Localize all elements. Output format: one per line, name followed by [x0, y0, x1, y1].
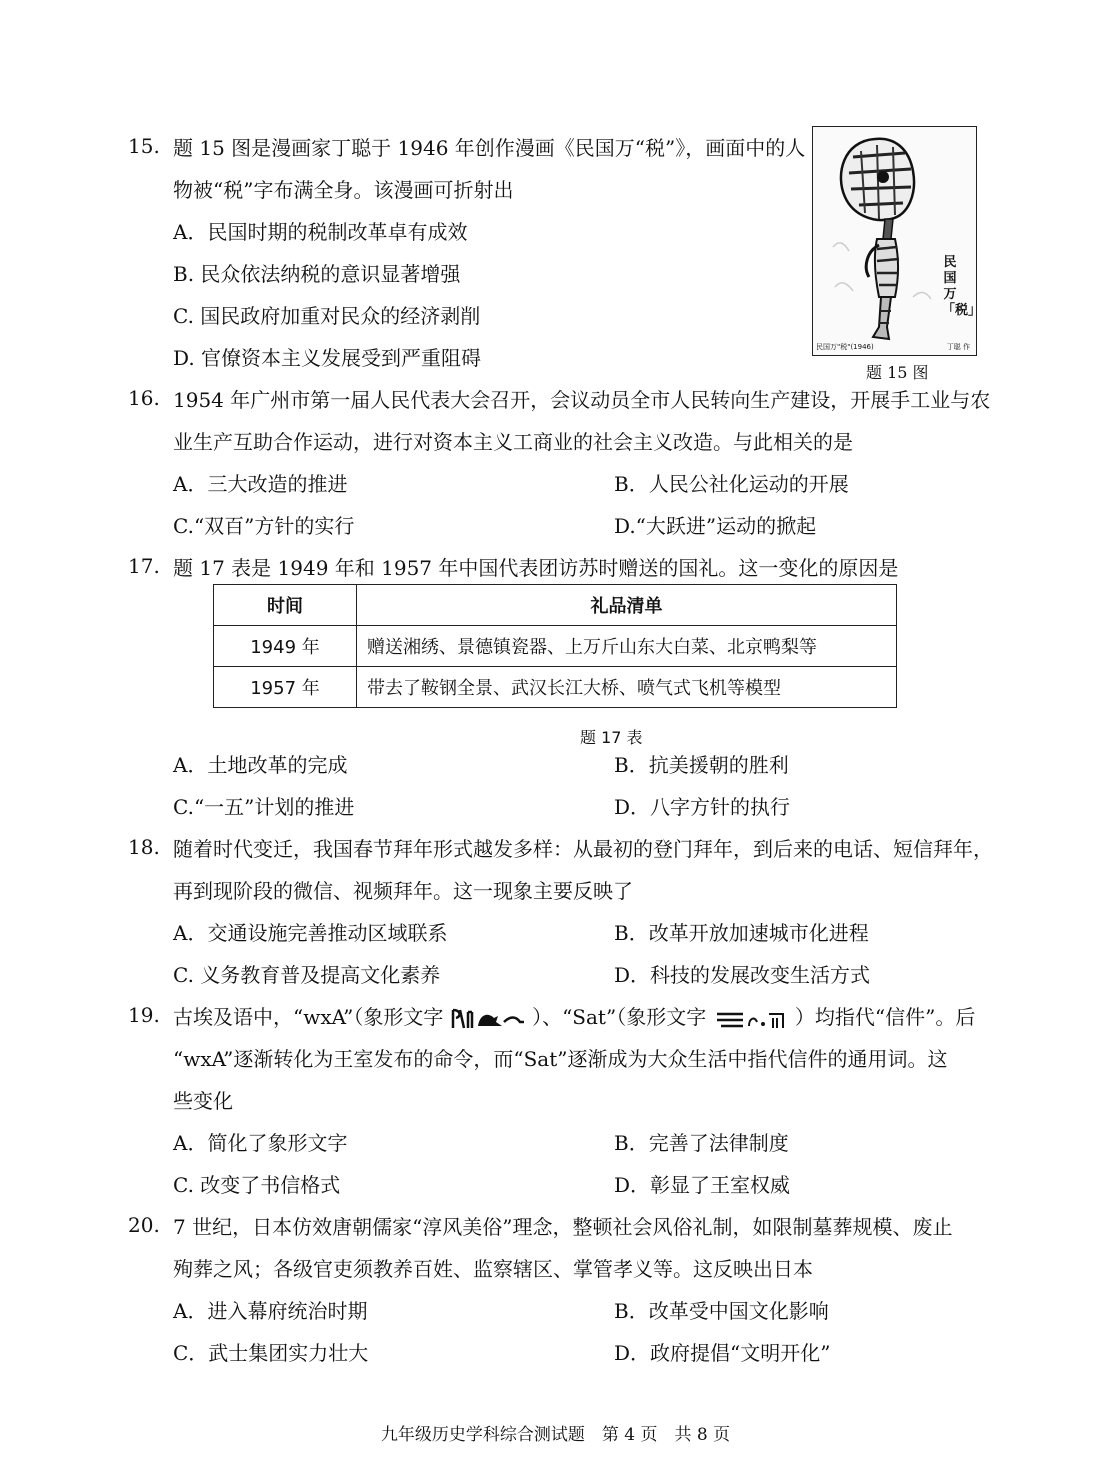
hieroglyph-wxa-icon [450, 1008, 526, 1030]
cartoon-signature: 丁聪 作 [946, 343, 970, 351]
figure-caption: 题 15 图 [866, 363, 929, 382]
question-text: 题 15 图是漫画家丁聪于 1946 年创作漫画《民国万“税”》，画面中的人 [173, 136, 806, 160]
option-a[interactable]: A．土地改革的完成 [173, 753, 348, 777]
option-d[interactable]: D．科技的发展改变生活方式 [614, 963, 871, 987]
option-d[interactable]: D.“大跃进”运动的掀起 [614, 514, 817, 538]
option-d[interactable]: D．政府提倡“文明开化” [614, 1341, 831, 1365]
option-b[interactable]: B．抗美援朝的胜利 [614, 753, 789, 777]
option-c[interactable]: C．武士集团实力壮大 [173, 1341, 369, 1365]
cartoon-illustration [813, 127, 982, 353]
option-a[interactable]: A．进入幕府统治时期 [173, 1299, 368, 1323]
question-number: 18. [128, 835, 160, 859]
hieroglyph-sat-icon [713, 1008, 789, 1030]
option-a[interactable]: A．民国时期的税制改革卓有成效 [173, 220, 468, 244]
question-text: 1954 年广州市第一届人民代表大会召开，会议动员全市人民转向生产建设，开展手工业与农 [173, 388, 991, 412]
option-b[interactable]: B．人民公社化运动的开展 [614, 472, 849, 496]
column-header-gifts: 礼品清单 [357, 585, 897, 626]
question-text: 题 17 表是 1949 年和 1957 年中国代表团访苏时赠送的国礼。这一变化的原因是 [173, 556, 899, 580]
question-text: 再到现阶段的微信、视频拜年。这一现象主要反映了 [173, 879, 633, 903]
option-d[interactable]: D．彰显了王室权威 [614, 1173, 791, 1197]
option-d[interactable]: D. 官僚资本主义发展受到严重阻碍 [173, 346, 482, 370]
column-header-time: 时间 [214, 585, 357, 626]
cartoon-credit: 民国万"税"(1946) [816, 343, 874, 351]
question-number: 19. [128, 1003, 160, 1027]
question-number: 16. [128, 386, 160, 410]
question-number: 17. [128, 554, 160, 578]
question-number: 15. [128, 134, 160, 158]
option-c[interactable]: C.“一五”计划的推进 [173, 795, 355, 819]
table-caption: 题 17 表 [580, 728, 643, 747]
question-text: 随着时代变迁，我国春节拜年形式越发多样：从最初的登门拜年，到后来的电话、短信拜年， [173, 837, 993, 861]
option-c[interactable]: C. 义务教育普及提高文化素养 [173, 963, 441, 987]
table-cell-year: 1957 年 [214, 667, 357, 708]
cartoon-figure [812, 126, 982, 356]
question-text [173, 1003, 975, 1031]
question-text: 殉葬之风；各级官吏须教养百姓、监察辖区、掌管孝义等。这反映出日本 [173, 1257, 813, 1281]
option-b[interactable]: B．改革开放加速城市化进程 [614, 921, 869, 945]
option-b[interactable]: B. 民众依法纳税的意识显著增强 [173, 262, 461, 286]
option-a[interactable]: A．交通设施完善推动区域联系 [173, 921, 448, 945]
question-text: 业生产互助合作运动，进行对资本主义工商业的社会主义改造。与此相关的是 [173, 430, 853, 454]
table-cell-year: 1949 年 [214, 626, 357, 667]
option-d[interactable]: D．八字方针的执行 [614, 795, 791, 819]
option-a[interactable]: A．三大改造的推进 [173, 472, 348, 496]
question-text: 物被“税”字布满全身。该漫画可折射出 [173, 178, 514, 202]
option-b[interactable]: B．完善了法律制度 [614, 1131, 789, 1155]
question-text: 7 世纪，日本仿效唐朝儒家“淳风美俗”理念，整顿社会风俗礼制，如限制墓葬规模、废止 [173, 1215, 953, 1239]
option-a[interactable]: A．简化了象形文字 [173, 1131, 348, 1155]
table-row [214, 626, 897, 667]
table-cell-gifts: 赠送湘绣、景德镇瓷器、上万斤山东大白菜、北京鸭梨等 [357, 626, 897, 667]
table-header-row [214, 585, 897, 626]
question-text-part: ）均指代“信件”。后 [794, 1005, 976, 1029]
option-c[interactable]: C. 国民政府加重对民众的经济剥削 [173, 304, 481, 328]
gift-table [213, 584, 897, 708]
cartoon-title-vertical: 民国万「税」 [942, 255, 982, 318]
page-footer: 九年级历史学科综合测试题 第 4 页 共 8 页 [380, 1425, 731, 1445]
table-cell-gifts: 带去了鞍钢全景、武汉长江大桥、喷气式飞机等模型 [357, 667, 897, 708]
option-c[interactable]: C. 改变了书信格式 [173, 1173, 341, 1197]
question-text: 些变化 [173, 1089, 233, 1113]
question-number: 20. [128, 1213, 160, 1237]
option-b[interactable]: B．改革受中国文化影响 [614, 1299, 829, 1323]
question-text-part: ）、“Sat”（象形文字 [532, 1005, 707, 1029]
question-text-part: 古埃及语中，“wxA”（象形文字 [173, 1005, 444, 1029]
table-row [214, 667, 897, 708]
option-c[interactable]: C.“双百”方针的实行 [173, 514, 355, 538]
question-text: “wxA”逐渐转化为王室发布的命令，而“Sat”逐渐成为大众生活中指代信件的通用词。这 [173, 1047, 948, 1071]
